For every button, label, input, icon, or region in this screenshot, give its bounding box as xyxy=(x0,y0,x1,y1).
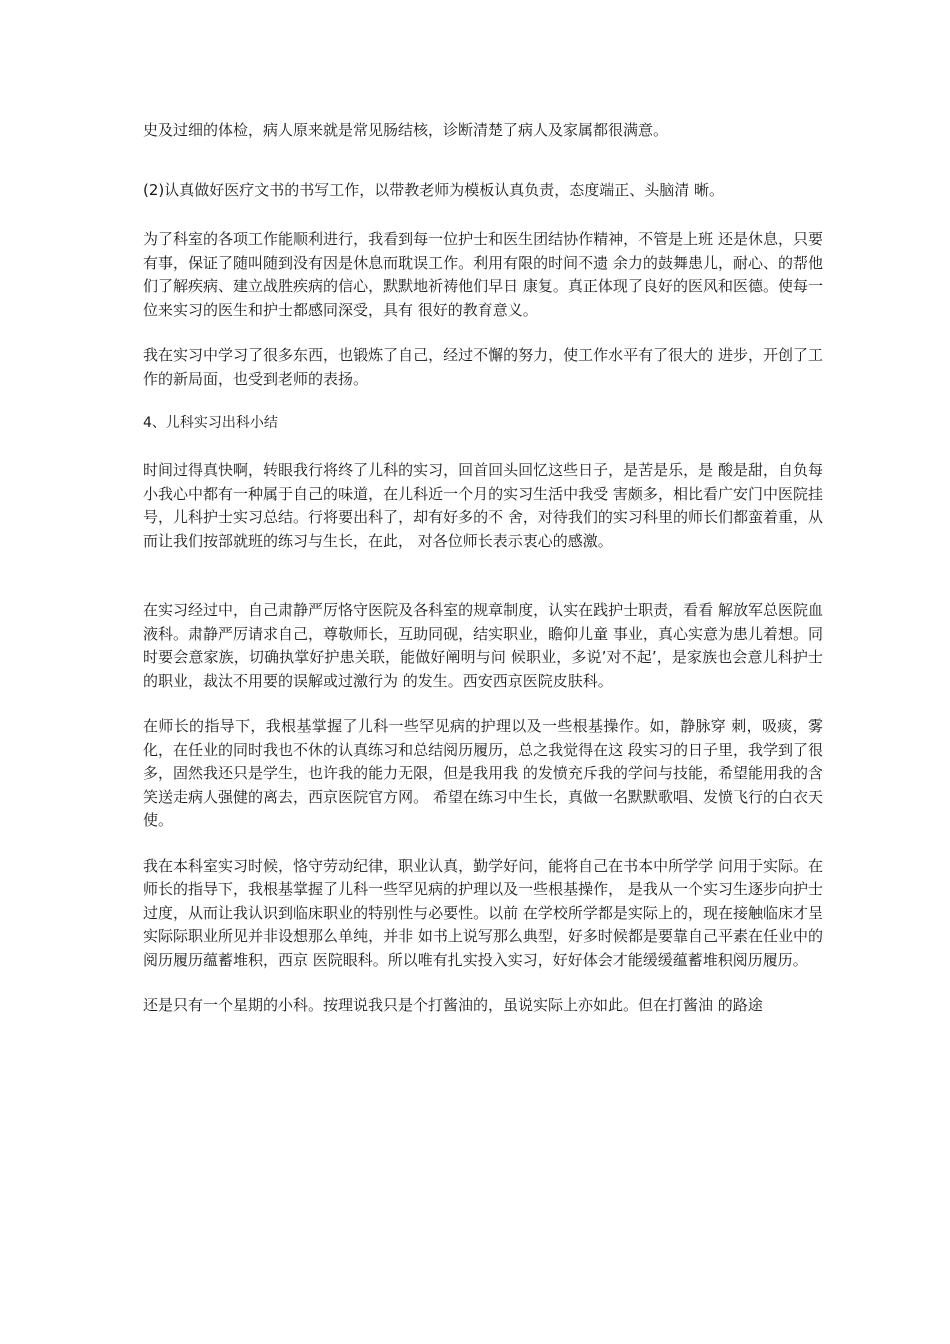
paragraph-time-flies: 时间过得真快啊，转眼我行将终了儿科的实习，回首回头回忆这些日子，是苦是乐，是 酸是甜，自负每小我心中都有一种属于自己的味道，在儿科近一个月的实习生活中我受 害颇多，相比看广安门中医院挂号，儿科护士实习总结。行将要出科了，却有好多的不 舍，对待我们的实习科里的师长们都蛮着重，从而让我们按部就班的练习与生长，在此， 对各位师长表示衷心的感激。 xyxy=(143,461,823,550)
paragraph-discipline: 我在本科室实习时候，恪守劳动纪律，职业认真，勤学好问，能将自己在书本中所学学 问用于实际。在师长的指导下，我根基掌握了儿科一些罕见病的护理以及一些根基操作， 是我从一个实习生逐步向护士过度，从而让我认识到临床职业的特别性与必要性。以前 在学校所学都是实际上的，现在接触临床才呈实际际职业所见并非设想那么单纯，并非 如书上说写那么典型，好多时候都是要靠自己平素在任业中的阅历履历蕴蓄堆积，西京 医院眼科。所以唯有扎实投入实习，好好体会才能缓缓蕴蓄堆积阅历履历。 xyxy=(143,856,823,969)
paragraph-small-department: 还是只有一个星期的小科。按理说我只是个打酱油的，虽说实际上亦如此。但在打酱油 的路途 xyxy=(143,996,763,1014)
paragraph-teacher-guidance: 在师长的指导下，我根基掌握了儿科一些罕见病的护理以及一些根基操作。如，静脉穿 刺，吸痰，雾化，在任业的同时我也不休的认真练习和总结阅历履历，总之我觉得在这 段实习的日子里，我学到了很多，固然我还只是学生，也许我的能力无限，但是我用我 的发愤充斥我的学问与技能，希望能用我的含笑送走病人强健的离去，西京医院官方网。 希望在练习中生长，真做一名默默歌唱、发愤飞行的白衣天使。 xyxy=(143,717,823,829)
document-page xyxy=(143,114,823,1018)
paragraph-learning: 我在实习中学习了很多东西，也锻炼了自己，经过不懈的努力，使工作水平有了很大的 进步，开创了工作的新局面，也受到老师的表扬。 xyxy=(143,346,823,388)
paragraph-teamwork: 为了科室的各项工作能顺利进行，我看到每一位护士和医生团结协作精神，不管是上班 还是休息，只要有事，保证了随叫随到没有因是休息而耽误工作。利用有限的时间不遗 余力的鼓舞患儿，耐心、的帮他们了解疾病、建立战胜疾病的信心，默默地祈祷他们早日 康复。真正体现了良好的医风和医德。使每一位来实习的医生和护士都感同深受，具有 很好的教育意义。 xyxy=(143,230,823,319)
paragraph-diagnosis: 史及过细的体检，病人原来就是常见肠结核，诊断清楚了病人及家属都很满意。 xyxy=(143,121,669,139)
paragraph-medical-records: (2)认真做好医疗文书的书写工作，以带教老师为模板认真负责，态度端正、头脑清 晰。 xyxy=(143,180,725,199)
section-heading-pediatrics: 4、儿科实习出科小结 xyxy=(143,415,278,431)
paragraph-internship-conduct: 在实习经过中，自己肃静严厉恪守医院及各科室的规章制度，认实在践护士职责，看看 解放军总医院血液科。肃静严厉请求自己，尊敬师长，互助同砚，结实职业，瞻仰儿童 事业，真心实意为患儿着想。同时要会意家族，切确执掌好护患关联，能做好阐明与问 候职业，多说’对不起’，是家族也会意儿科护士的职业，裁汰不用要的误解或过激行为 的发生。西安西京医院皮肤科。 xyxy=(143,601,823,690)
